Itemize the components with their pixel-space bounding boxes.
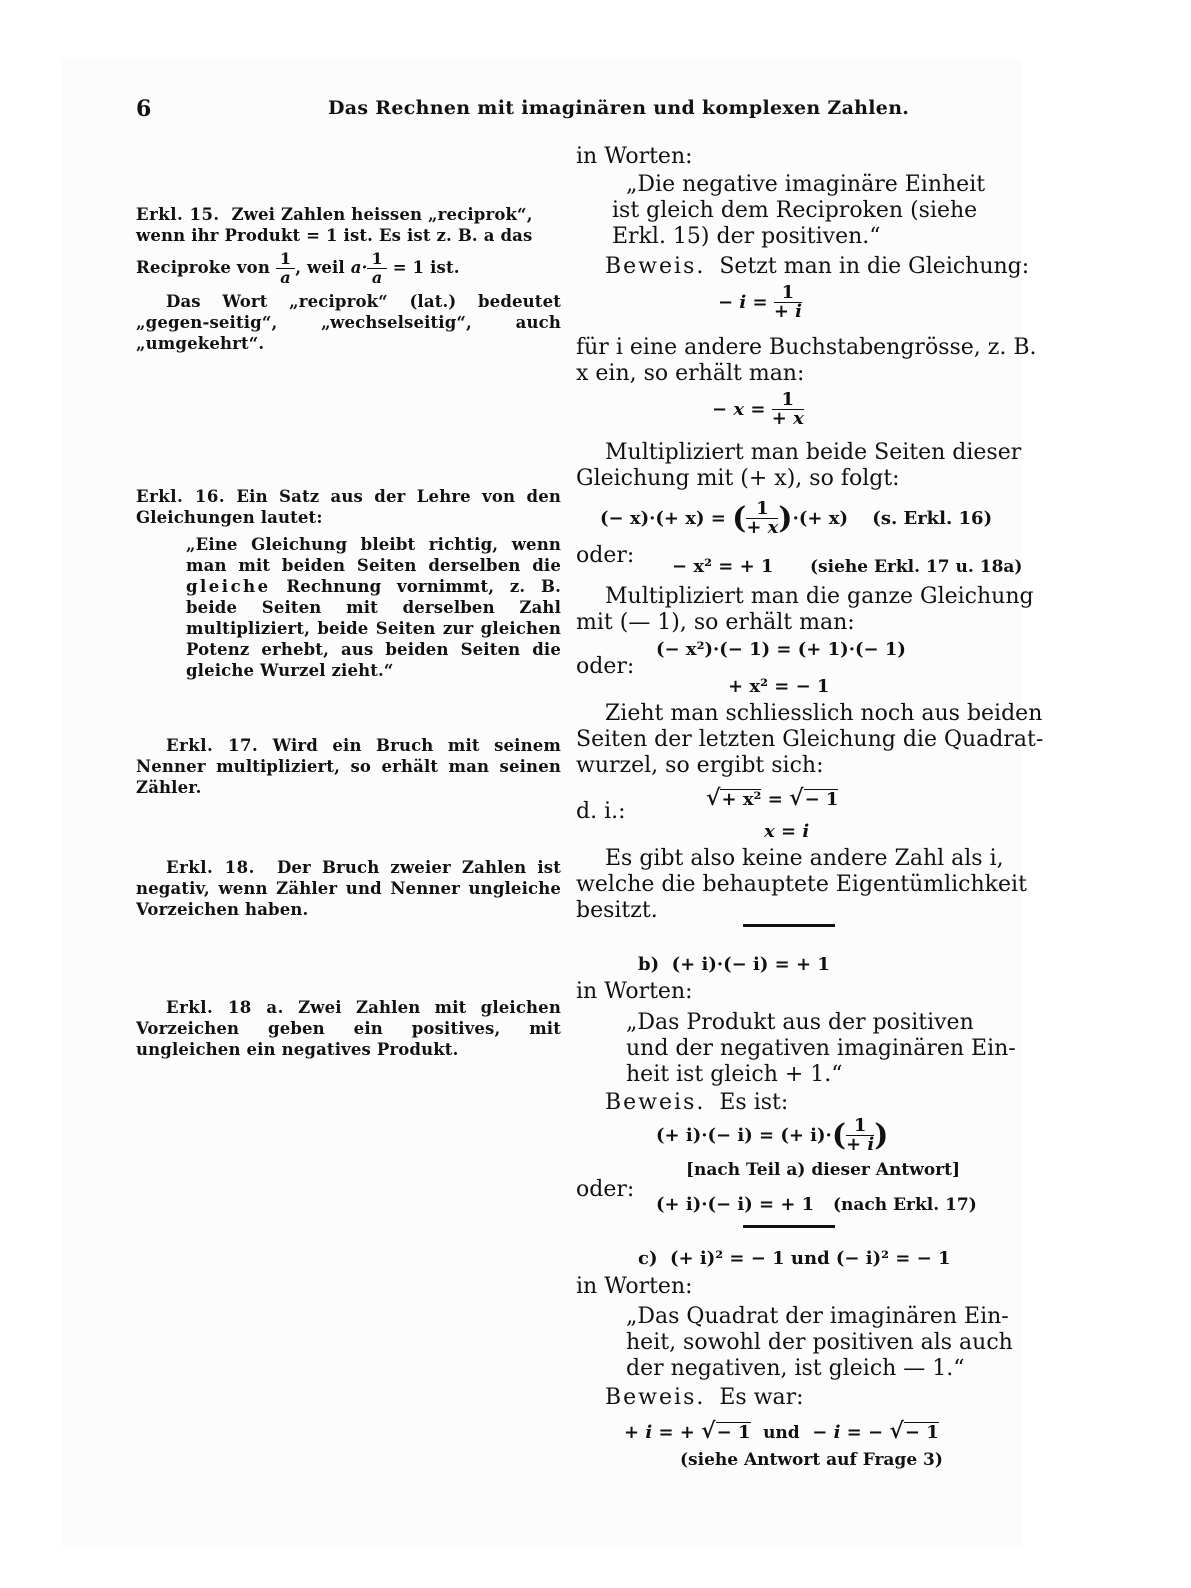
quote-line: „Das Quadrat der imaginären Ein-: [626, 1304, 1009, 1329]
equation: (+ i)² = − 1 und (− i)² = − 1: [670, 1248, 951, 1269]
quote-line: ist gleich dem Reciproken (siehe: [612, 198, 978, 223]
body-line: Seiten der letzten Gleichung die Quadrat-: [576, 727, 1044, 752]
note-erkl-15: [136, 204, 561, 354]
body-line: welche die behauptete Eigentümlichkeit: [576, 872, 1027, 897]
note-label: Erkl. 16.: [136, 487, 226, 506]
equation-ref: (siehe Antwort auf Frage 3): [680, 1450, 943, 1470]
note-erkl-17: [136, 735, 561, 798]
note-label: Erkl. 17.: [166, 736, 259, 755]
part-label: c): [638, 1248, 658, 1269]
proof-text: Setzt man in die Gleichung:: [719, 254, 1030, 279]
section-rule: [743, 1225, 835, 1228]
body-line: x ein, so erhält man:: [576, 361, 805, 386]
part-label: b): [638, 954, 660, 975]
body-line: Multipliziert man die ganze Gleichung: [605, 584, 1034, 609]
note-text: Zwei Zahlen mit gleichen Vorzeichen geben ein positives, mit ungleichen ein negatives Produkt.: [136, 998, 561, 1059]
note-text: = 1 ist.: [392, 258, 460, 277]
radicand: − 1: [716, 1422, 751, 1443]
equation-product-result: [656, 1194, 977, 1215]
quote-line: heit ist gleich + 1.“: [626, 1062, 843, 1087]
note-text: , weil: [295, 258, 345, 277]
equation-rhs: ·(+ x): [792, 508, 849, 529]
note-text: gleiche: [186, 577, 271, 596]
equation-und: und: [763, 1423, 800, 1443]
equation-lhs: − i =: [718, 292, 768, 313]
note-label: Erkl. 18 a.: [166, 998, 284, 1017]
note-label: Erkl. 18.: [166, 858, 255, 877]
section-rule: [743, 924, 835, 927]
body-line: Gleichung mit (+ x), so folgt:: [576, 466, 900, 491]
radicand: + x²: [721, 789, 762, 810]
note-text: Wird ein Bruch mit seinem Nenner multipliziert, so erhält man seinen Zähler.: [136, 736, 561, 797]
radicand: − 1: [804, 789, 839, 810]
equation: (+ i)·(− i) = + 1: [656, 1194, 815, 1215]
equation-x-equals-i: x = i: [764, 821, 810, 842]
in-worten-label: in Worten:: [576, 1274, 693, 1299]
part-b-statement: [638, 954, 830, 975]
quote-line: „Das Produkt aus der positiven: [626, 1010, 974, 1035]
equation-plus-minus-i: + i = + √− 1 und − i = − √− 1: [624, 1418, 939, 1444]
note-text: Ein Satz aus der Lehre von den Gleichungen lautet:: [136, 487, 561, 527]
note-erkl-16: [136, 486, 561, 681]
note-text: Rechnung vornimmt, z. B. beide Seiten mit derselben Zahl multipliziert, beide Seiten zur gleichen Potenz erhebt, aus beiden Seiten die gleiche Wurzel zieht.“: [186, 577, 561, 680]
equation-product: (+ i)·(− i) = (+ i)·( $\frac{1}{+ i}$ ): [656, 1115, 889, 1155]
fraction: $\frac{1}{+ x}$: [771, 389, 804, 429]
beweis-label: Beweis.: [605, 1385, 706, 1410]
in-worten-label: in Worten:: [576, 144, 693, 169]
note-text: „Eine Gleichung bleibt richtig, wenn man mit beiden Seiten derselben die: [186, 535, 561, 575]
beweis-label: Beweis.: [605, 254, 706, 279]
di-label: d. i.:: [576, 799, 626, 824]
equation-x-squared: + x² = − 1: [728, 676, 830, 697]
beweis-label: Beweis.: [605, 1090, 706, 1115]
radicand: − 1: [904, 1422, 939, 1443]
equation-lhs: + i = +: [624, 1422, 695, 1443]
equation-lhs: (+ i)·(− i) = (+ i)·: [656, 1125, 832, 1146]
note-erkl-18a: [136, 997, 561, 1060]
equation-square-root: √+ x² = √− 1: [706, 785, 839, 811]
proof-line: [605, 1091, 788, 1115]
body-line: mit (— 1), so erhält man:: [576, 610, 855, 635]
quote-line: heit, sowohl der positiven als auch: [626, 1330, 1013, 1355]
proof-text: Es war:: [719, 1385, 804, 1410]
equation-multiply: (− x)·(+ x) = ( $\frac{1}{+ x}$ )·(+ x) (s. Erkl. 16): [600, 498, 993, 538]
body-line: Multipliziert man beide Seiten dieser: [605, 440, 1022, 465]
note-text: Das Wort „reciprok“ (lat.) bedeutet „gegen-seitig“, „wechselseitig“, auch „umgekehrt“.: [136, 292, 561, 353]
equation-ref: (s. Erkl. 16): [872, 508, 993, 529]
note-text: Der Bruch zweier Zahlen ist negativ, wenn Zähler und Nenner ungleiche Vorzeichen haben.: [136, 858, 561, 919]
equation: (+ i)·(− i) = + 1: [671, 954, 830, 975]
equation-lhs: (− x)·(+ x) =: [600, 508, 726, 529]
fraction-1-over-a: $\frac{1}{a}$: [276, 250, 295, 287]
quote-line: der negativen, ist gleich — 1.“: [626, 1356, 965, 1381]
body-line: besitzt.: [576, 898, 658, 923]
quote-line: „Die negative imaginäre Einheit: [626, 172, 986, 197]
fraction: $\frac{1}{+ i}$: [773, 282, 803, 322]
note-text: Zwei Zahlen heissen „reciprok“,: [231, 205, 533, 224]
proof-text: Es ist:: [719, 1090, 789, 1115]
body-line: Es gibt also keine andere Zahl als i,: [605, 846, 1004, 871]
body-line: Zieht man schliesslich noch aus beiden: [605, 701, 1043, 726]
equation-neg-x-squared: − x² = + 1: [672, 556, 774, 577]
proof-line: [605, 1386, 804, 1410]
in-worten-label: in Worten:: [576, 979, 693, 1004]
note-text: wenn ihr Produkt = 1 ist. Es ist z. B. a das: [136, 226, 533, 245]
proof-line: [605, 255, 1029, 279]
equation-note: [nach Teil a) dieser Antwort]: [686, 1160, 961, 1180]
fraction: $\frac{1}{+ i}$: [846, 1115, 875, 1155]
equation-ref: (nach Erkl. 17): [833, 1195, 977, 1215]
equation-eq: =: [767, 789, 783, 810]
body-line: für i eine andere Buchstabengrösse, z. B.: [576, 335, 1037, 360]
note-math: a·: [350, 258, 368, 277]
running-title: Das Rechnen mit imaginären und komplexen Zahlen.: [328, 97, 910, 119]
part-c-statement: [638, 1248, 951, 1269]
note-erkl-18: [136, 857, 561, 920]
body-line: wurzel, so ergibt sich:: [576, 753, 824, 778]
fraction-1-over-a: $\frac{1}{a}$: [367, 250, 386, 287]
equation-neg-i-reciprocal: [718, 284, 802, 321]
oder-label: oder:: [576, 543, 635, 568]
equation-lhs: − x =: [712, 399, 766, 420]
oder-label: oder:: [576, 654, 635, 679]
quote-line: und der negativen imaginären Ein-: [626, 1036, 1016, 1061]
oder-label: oder:: [576, 1177, 635, 1202]
quote-line: Erkl. 15) der positiven.“: [612, 224, 881, 249]
fraction: $\frac{1}{+ x}$: [746, 498, 779, 538]
note-label: Erkl. 15.: [136, 205, 220, 224]
equation-lhs: − i = −: [812, 1422, 884, 1443]
equation-times-minus-one: (− x²)·(− 1) = (+ 1)·(− 1): [656, 639, 906, 660]
note-text: Reciproke von: [136, 258, 270, 277]
equation-neg-x-reciprocal: [712, 391, 804, 428]
equation-ref: (siehe Erkl. 17 u. 18a): [810, 557, 1023, 577]
page-number: 6: [136, 96, 152, 122]
